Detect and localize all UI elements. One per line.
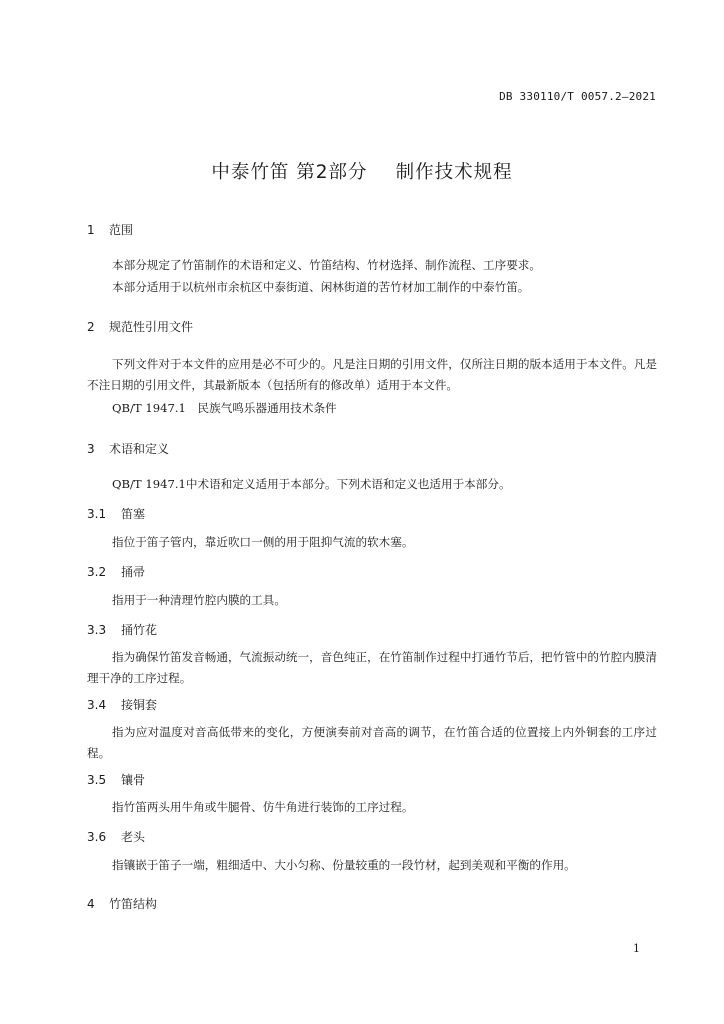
term-3-5-heading (87, 771, 145, 788)
term-3-4-definition: 指为应对温度对音高低带来的变化，方便演奏前对音高的调节，在竹笛合适的位置接上内外铜套的工序过程。 (87, 725, 657, 760)
term-3-2-heading (87, 563, 145, 580)
term-title: 捅竹花 (121, 623, 158, 637)
term-number: 3.2 (87, 565, 107, 579)
section-number: 3 (87, 442, 95, 456)
term-number: 3.3 (87, 623, 107, 637)
title-main: 中泰竹笛 第2部分 (211, 162, 368, 183)
standard-code: DB 330110/T 0057.2—2021 (499, 90, 656, 103)
term-3-2-definition: 指用于一种清理竹腔内膜的工具。 (112, 593, 286, 607)
term-3-6-heading (87, 828, 145, 845)
section-title: 竹笛结构 (109, 897, 158, 911)
term-3-4-heading (87, 696, 157, 713)
term-title: 接铜套 (121, 698, 158, 712)
term-3-1-definition: 指位于笛子管内，靠近吹口一侧的用于阻抑气流的软木塞。 (112, 535, 414, 549)
term-3-5-definition: 指竹笛两头用牛角或牛腿骨、仿牛角进行装饰的工序过程。 (112, 800, 414, 814)
section-number: 4 (87, 897, 95, 911)
term-title: 笛塞 (121, 507, 146, 521)
term-3-3-definition: 指为确保竹笛发音畅通，气流振动统一，音色纯正，在竹笛制作过程中打通竹节后，把竹管中的竹腔内膜清理干净的工序过程。 (87, 650, 657, 685)
term-number: 3.4 (87, 698, 107, 712)
term-title: 捅帚 (121, 565, 146, 579)
term-number: 3.6 (87, 830, 107, 844)
section-2-paragraph-1: 下列文件对于本文件的应用是必不可少的。凡是注日期的引用文件，仅所注日期的版本适用于本文件。凡是不注日期的引用文件，其最新版本（包括所有的修改单）适用于本文件。 (87, 357, 657, 392)
section-title: 范围 (109, 223, 134, 237)
section-number: 1 (87, 223, 95, 237)
term-title: 镶骨 (121, 773, 146, 787)
term-3-1-heading (87, 505, 145, 522)
title-sub: 制作技术规程 (395, 162, 513, 183)
section-title: 规范性引用文件 (109, 320, 194, 334)
section-1-paragraph-1: 本部分规定了竹笛制作的术语和定义、竹笛结构、竹材选择、制作流程、工序要求。 (112, 258, 541, 272)
term-title: 老头 (121, 830, 146, 844)
section-4-heading (87, 895, 157, 912)
document-title (0, 158, 724, 184)
section-title: 术语和定义 (109, 442, 170, 456)
term-number: 3.1 (87, 507, 107, 521)
section-3-paragraph-1: QB/T 1947.1中术语和定义适用于本部分。下列术语和定义也适用于本部分。 (112, 477, 511, 491)
section-2-reference: QB/T 1947.1 民族气鸣乐器通用技术条件 (112, 401, 337, 415)
section-1-heading (87, 221, 133, 238)
page-number: 1 (633, 942, 640, 955)
section-number: 2 (87, 320, 95, 334)
term-3-3-heading (87, 621, 157, 638)
term-number: 3.5 (87, 773, 107, 787)
section-2-heading (87, 318, 193, 335)
section-3-heading (87, 440, 169, 457)
term-3-6-definition: 指镶嵌于笛子一端，粗细适中、大小匀称、份量较重的一段竹材，起到美观和平衡的作用。 (112, 858, 576, 872)
section-1-paragraph-2: 本部分适用于以杭州市余杭区中泰街道、闲林街道的苦竹材加工制作的中泰竹笛。 (112, 280, 530, 294)
